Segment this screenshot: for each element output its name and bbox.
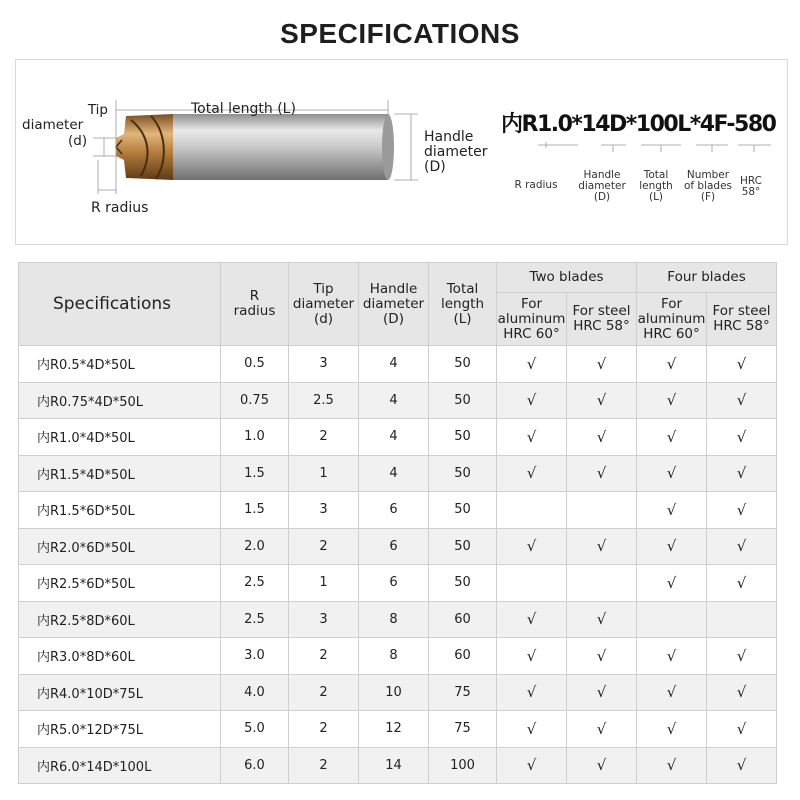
cell-two-blades-aluminum	[497, 565, 567, 602]
cell-tip-diameter: 2	[289, 711, 359, 748]
cell-four-blades-steel	[707, 492, 777, 529]
cell-two-blades-steel	[567, 528, 637, 565]
cell-handle-diameter: 8	[359, 601, 429, 638]
cell-two-blades-steel	[567, 382, 637, 419]
check-mark-icon: √	[736, 573, 747, 592]
cell-total-length: 50	[429, 419, 497, 456]
cell-tip-diameter: 1	[289, 455, 359, 492]
code-label-r-radius: R radius	[514, 179, 558, 191]
cell-total-length: 75	[429, 711, 497, 748]
cell-four-blades-aluminum	[637, 565, 707, 602]
cell-two-blades-aluminum	[497, 747, 567, 784]
check-mark-icon: √	[526, 354, 537, 373]
check-mark-icon: √	[666, 719, 677, 738]
cell-r-radius: 1.0	[221, 419, 289, 456]
cell-total-length: 60	[429, 638, 497, 675]
check-mark-icon: √	[526, 683, 537, 702]
tool-diagram-panel	[15, 59, 788, 245]
cell-total-length: 50	[429, 455, 497, 492]
check-mark-icon: √	[736, 391, 747, 410]
cell-four-blades-aluminum	[637, 382, 707, 419]
cell-tip-diameter: 2	[289, 419, 359, 456]
check-mark-icon: √	[526, 610, 537, 629]
check-mark-icon: √	[596, 354, 607, 373]
cell-r-radius: 5.0	[221, 711, 289, 748]
table-row	[19, 419, 777, 456]
table-row	[19, 638, 777, 675]
check-mark-icon: √	[736, 646, 747, 665]
cell-r-radius: 3.0	[221, 638, 289, 675]
cell-model: 内R4.0*10D*75L	[19, 674, 221, 711]
cell-four-blades-steel	[707, 455, 777, 492]
cell-four-blades-steel	[707, 601, 777, 638]
cell-four-blades-aluminum	[637, 638, 707, 675]
cell-four-blades-steel	[707, 419, 777, 456]
cell-two-blades-aluminum	[497, 346, 567, 383]
cell-four-blades-aluminum	[637, 492, 707, 529]
table-row	[19, 601, 777, 638]
check-mark-icon: √	[596, 756, 607, 775]
cell-two-blades-steel	[567, 601, 637, 638]
tool-shank	[171, 114, 388, 180]
cell-four-blades-aluminum	[637, 711, 707, 748]
cell-tip-diameter: 1	[289, 565, 359, 602]
check-mark-icon: √	[666, 391, 677, 410]
cell-two-blades-steel	[567, 674, 637, 711]
check-mark-icon: √	[736, 719, 747, 738]
cell-model: 内R3.0*8D*60L	[19, 638, 221, 675]
cell-four-blades-steel	[707, 528, 777, 565]
header-handle-diameter: Handle diameter (D)	[359, 263, 429, 346]
cell-four-blades-aluminum	[637, 346, 707, 383]
code-label-number-of-blades: Number of blades (F)	[683, 169, 733, 203]
check-mark-icon: √	[666, 683, 677, 702]
header-r-radius: R radius	[221, 263, 289, 346]
check-mark-icon: √	[666, 573, 677, 592]
cell-four-blades-aluminum	[637, 455, 707, 492]
table-row	[19, 455, 777, 492]
check-mark-icon: √	[666, 354, 677, 373]
check-mark-icon: √	[666, 427, 677, 446]
cell-model: 内R1.5*6D*50L	[19, 492, 221, 529]
check-mark-icon: √	[596, 427, 607, 446]
header-two-blades-aluminum: For aluminum HRC 60°	[497, 293, 567, 346]
model-code-example: 内R1.0*14D*100L*4F-580	[501, 112, 776, 137]
header-tip-diameter: Tip diameter (d)	[289, 263, 359, 346]
cell-four-blades-steel	[707, 711, 777, 748]
header-four-blades: Four blades	[637, 263, 777, 293]
page-title: SPECIFICATIONS	[280, 18, 520, 49]
cell-tip-diameter: 3	[289, 601, 359, 638]
check-mark-icon: √	[596, 464, 607, 483]
end-mill-illustration	[16, 60, 787, 244]
tip-diameter-label-line2: diameter	[22, 117, 84, 133]
cell-two-blades-aluminum	[497, 674, 567, 711]
header-four-blades-aluminum: For aluminum HRC 60°	[637, 293, 707, 346]
table-row	[19, 565, 777, 602]
cell-handle-diameter: 8	[359, 638, 429, 675]
check-mark-icon: √	[526, 756, 537, 775]
header-four-blades-steel: For steel HRC 58°	[707, 293, 777, 346]
check-mark-icon: √	[736, 427, 747, 446]
cell-two-blades-aluminum	[497, 492, 567, 529]
header-two-blades: Two blades	[497, 263, 637, 293]
cell-r-radius: 0.75	[221, 382, 289, 419]
cell-four-blades-steel	[707, 638, 777, 675]
shank-end	[382, 114, 394, 180]
cell-two-blades-steel	[567, 492, 637, 529]
check-mark-icon: √	[736, 683, 747, 702]
cell-handle-diameter: 4	[359, 455, 429, 492]
cell-two-blades-aluminum	[497, 711, 567, 748]
cell-handle-diameter: 12	[359, 711, 429, 748]
check-mark-icon: √	[526, 427, 537, 446]
cell-two-blades-aluminum	[497, 419, 567, 456]
table-row	[19, 747, 777, 784]
cell-total-length: 50	[429, 382, 497, 419]
table-row	[19, 711, 777, 748]
cell-model: 内R0.5*4D*50L	[19, 346, 221, 383]
cell-r-radius: 1.5	[221, 455, 289, 492]
code-label-hrc: HRC 58°	[740, 175, 762, 198]
cell-r-radius: 2.0	[221, 528, 289, 565]
cell-two-blades-steel	[567, 711, 637, 748]
cell-four-blades-steel	[707, 747, 777, 784]
check-mark-icon: √	[526, 464, 537, 483]
cell-two-blades-aluminum	[497, 638, 567, 675]
cell-two-blades-steel	[567, 419, 637, 456]
tip-diameter-label-line3: (d)	[68, 133, 88, 149]
check-mark-icon: √	[526, 646, 537, 665]
cell-total-length: 100	[429, 747, 497, 784]
table-row	[19, 382, 777, 419]
table-row	[19, 674, 777, 711]
specifications-table-wrapper	[18, 262, 776, 788]
cell-two-blades-aluminum	[497, 601, 567, 638]
cell-four-blades-steel	[707, 565, 777, 602]
check-mark-icon: √	[736, 354, 747, 373]
cell-r-radius: 4.0	[221, 674, 289, 711]
table-row	[19, 346, 777, 383]
tip-diameter-label: Tip	[87, 102, 108, 118]
cell-four-blades-aluminum	[637, 419, 707, 456]
cell-tip-diameter: 2	[289, 638, 359, 675]
cell-four-blades-aluminum	[637, 528, 707, 565]
check-mark-icon: √	[596, 610, 607, 629]
check-mark-icon: √	[666, 500, 677, 519]
code-label-handle-diameter: Handle diameter (D)	[578, 169, 626, 203]
cell-total-length: 75	[429, 674, 497, 711]
cell-two-blades-steel	[567, 638, 637, 675]
check-mark-icon: √	[596, 683, 607, 702]
cell-model: 内R6.0*14D*100L	[19, 747, 221, 784]
cell-total-length: 50	[429, 346, 497, 383]
cell-r-radius: 0.5	[221, 346, 289, 383]
specifications-table-body	[19, 346, 777, 784]
check-mark-icon: √	[596, 391, 607, 410]
cell-two-blades-aluminum	[497, 455, 567, 492]
cell-two-blades-steel	[567, 747, 637, 784]
cell-total-length: 50	[429, 492, 497, 529]
cell-total-length: 50	[429, 565, 497, 602]
cell-model: 内R2.5*8D*60L	[19, 601, 221, 638]
cell-two-blades-steel	[567, 565, 637, 602]
cell-tip-diameter: 2	[289, 528, 359, 565]
check-mark-icon: √	[736, 464, 747, 483]
cell-handle-diameter: 10	[359, 674, 429, 711]
cell-tip-diameter: 2.5	[289, 382, 359, 419]
cell-r-radius: 2.5	[221, 601, 289, 638]
cell-handle-diameter: 4	[359, 346, 429, 383]
total-length-label: Total length (L)	[191, 101, 296, 117]
cell-model: 内R5.0*12D*75L	[19, 711, 221, 748]
cell-model: 内R1.5*4D*50L	[19, 455, 221, 492]
cell-four-blades-steel	[707, 674, 777, 711]
cell-r-radius: 1.5	[221, 492, 289, 529]
cell-tip-diameter: 2	[289, 747, 359, 784]
check-mark-icon: √	[526, 719, 537, 738]
cell-total-length: 50	[429, 528, 497, 565]
cell-model: 内R2.5*6D*50L	[19, 565, 221, 602]
check-mark-icon: √	[596, 646, 607, 665]
cell-handle-diameter: 6	[359, 565, 429, 602]
cell-handle-diameter: 4	[359, 419, 429, 456]
cell-total-length: 60	[429, 601, 497, 638]
cell-tip-diameter: 3	[289, 492, 359, 529]
cell-tip-diameter: 3	[289, 346, 359, 383]
check-mark-icon: √	[596, 719, 607, 738]
cell-two-blades-aluminum	[497, 528, 567, 565]
cell-handle-diameter: 14	[359, 747, 429, 784]
cell-tip-diameter: 2	[289, 674, 359, 711]
specifications-table	[18, 262, 777, 784]
cell-two-blades-steel	[567, 455, 637, 492]
cell-four-blades-steel	[707, 382, 777, 419]
header-specifications: Specifications	[19, 263, 221, 346]
check-mark-icon: √	[736, 537, 747, 556]
check-mark-icon: √	[526, 537, 537, 556]
check-mark-icon: √	[666, 537, 677, 556]
handle-diameter-label: Handle diameter (D)	[424, 129, 488, 175]
cell-four-blades-aluminum	[637, 674, 707, 711]
cell-model: 内R0.75*4D*50L	[19, 382, 221, 419]
cell-two-blades-aluminum	[497, 382, 567, 419]
cell-four-blades-aluminum	[637, 747, 707, 784]
cell-r-radius: 6.0	[221, 747, 289, 784]
cell-handle-diameter: 6	[359, 528, 429, 565]
cell-r-radius: 2.5	[221, 565, 289, 602]
check-mark-icon: √	[666, 756, 677, 775]
table-row	[19, 528, 777, 565]
cell-handle-diameter: 6	[359, 492, 429, 529]
check-mark-icon: √	[596, 537, 607, 556]
cell-two-blades-steel	[567, 346, 637, 383]
cell-four-blades-aluminum	[637, 601, 707, 638]
table-row	[19, 492, 777, 529]
header-two-blades-steel: For steel HRC 58°	[567, 293, 637, 346]
r-radius-label: R radius	[91, 200, 149, 216]
header-total-length: Total length (L)	[429, 263, 497, 346]
check-mark-icon: √	[666, 646, 677, 665]
check-mark-icon: √	[526, 391, 537, 410]
check-mark-icon: √	[666, 464, 677, 483]
cell-four-blades-steel	[707, 346, 777, 383]
code-label-total-length: Total length (L)	[639, 169, 673, 203]
cell-model: 内R2.0*6D*50L	[19, 528, 221, 565]
check-mark-icon: √	[736, 756, 747, 775]
check-mark-icon: √	[736, 500, 747, 519]
cell-model: 内R1.0*4D*50L	[19, 419, 221, 456]
cell-handle-diameter: 4	[359, 382, 429, 419]
